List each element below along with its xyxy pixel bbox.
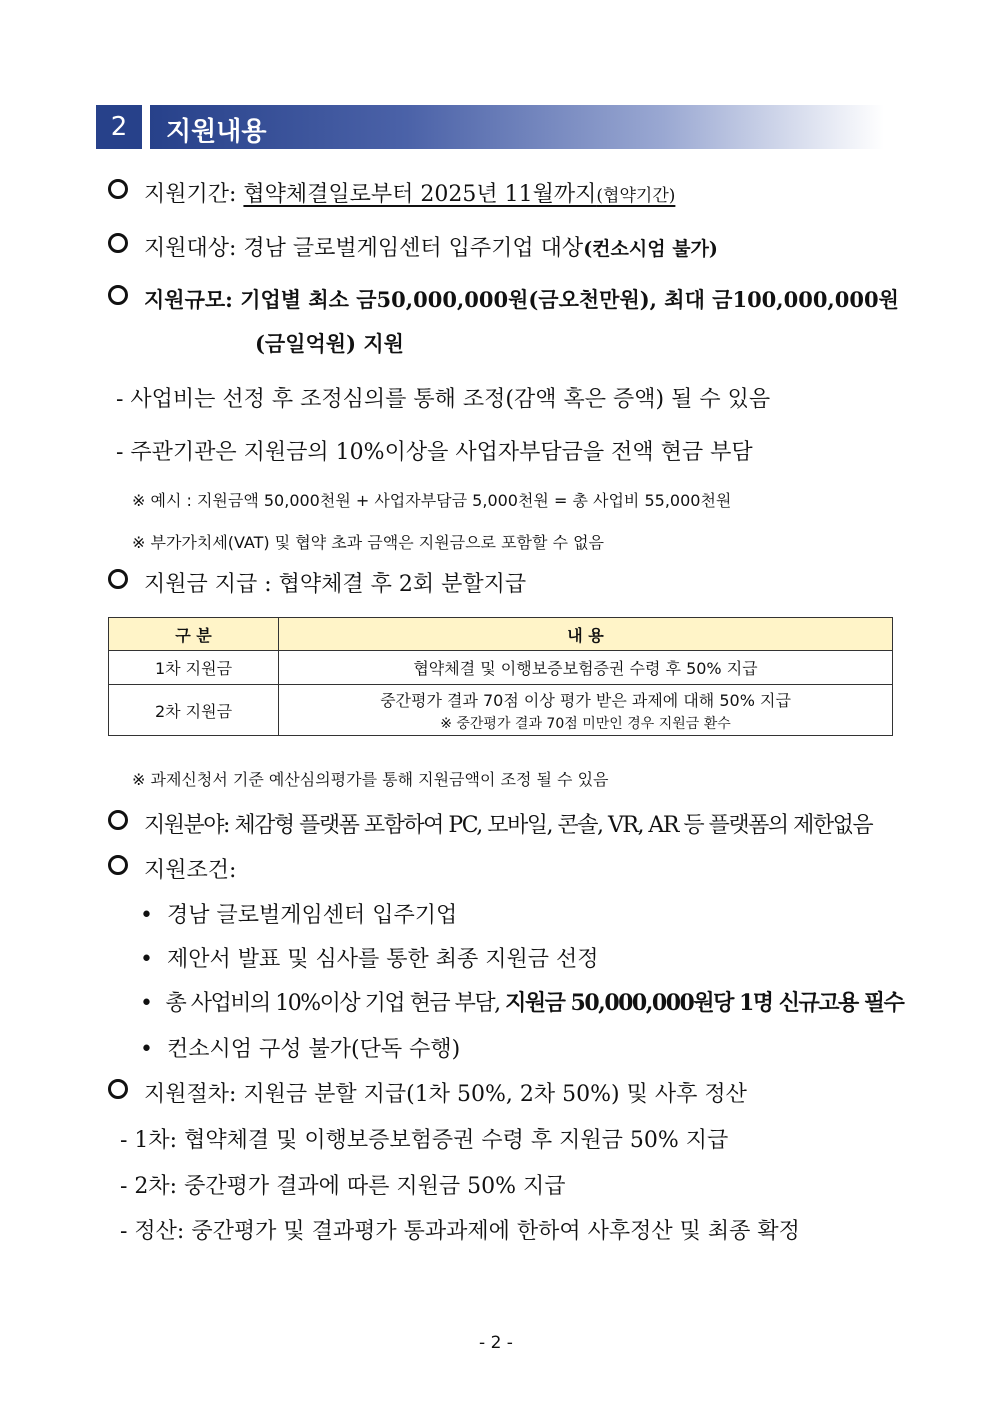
table-cell-category: 2차 지원금 (109, 685, 279, 736)
condition-list-item: • 컨소시엄 구성 불가(단독 수행) (140, 1037, 461, 1062)
procedure-item (108, 1077, 747, 1108)
scale-line2: (금일억원) 지원 (255, 331, 404, 356)
field-value: 체감형 플랫폼 포함하여 PC, 모바일, 콘솔, VR, AR 등 플랫폼의 제한없음 (234, 813, 873, 838)
procedure-step: - 정산: 중간평가 및 결과평가 통과과제에 한하여 사후정산 및 최종 확정 (120, 1219, 800, 1244)
payment-table (108, 617, 893, 736)
procedure-step: - 1차: 협약체결 및 이행보증보험증권 수령 후 지원금 50% 지급 (120, 1128, 729, 1153)
table-cell-content: 협약체결 및 이행보증보험증권 수령 후 50% 지급 (279, 651, 893, 685)
dot-bullet-icon: • (140, 991, 152, 1016)
table-row (109, 685, 893, 736)
procedure-step: - 2차: 중간평가 결과에 따른 지원금 50% 지급 (120, 1174, 566, 1199)
target-note: (컨소시엄 불가) (583, 238, 718, 260)
circle-bullet-icon (108, 569, 128, 589)
procedure-value: 지원금 분할 지급(1차 50%, 2차 50%) 및 사후 정산 (243, 1082, 747, 1107)
table-header-row (109, 618, 893, 651)
table-cell-note: ※ 중간평가 결과 70점 미만인 경우 지원금 환수 (440, 715, 731, 732)
circle-bullet-icon (108, 233, 128, 253)
scale-line1: 기업별 최소 금50,000,000원(금오천만원), 최대 금100,000,000원 (240, 287, 899, 312)
note-example: ※ 예시 : 지원금액 50,000천원 + 사업자부담금 5,000천원 = 총 사업비 55,000천원 (132, 491, 732, 510)
dot-bullet-icon: • (140, 903, 153, 928)
condition-list-item: • 제안서 발표 및 심사를 통한 최종 지원금 선정 (140, 947, 599, 972)
payment-value: 협약체결 후 2회 분할지급 (278, 572, 527, 597)
target-label: 지원대상: (144, 236, 237, 261)
section-number: 2 (96, 105, 142, 149)
payment-label: 지원금 지급 : (144, 572, 272, 597)
table-cell-content-text: 중간평가 결과 70점 이상 평가 받은 과제에 대해 50% 지급 (380, 690, 791, 710)
conditions-label: 지원조건: (144, 858, 237, 883)
section-header (96, 105, 884, 149)
circle-bullet-icon (108, 855, 128, 875)
condition-list-item: • 총 사업비의 10%이상 기업 현금 부담, 지원금 50,000,000원당 1명 신규고용 필수 (140, 990, 904, 1016)
scale-label: 지원규모: (144, 287, 233, 312)
dot-bullet-icon: • (140, 947, 153, 972)
circle-bullet-icon (108, 1079, 128, 1099)
circle-bullet-icon (108, 285, 128, 305)
period-item (108, 177, 675, 208)
target-value: 경남 글로벌게임센터 입주기업 대상 (243, 236, 584, 261)
dash-item-contribution: - 주관기관은 지원금의 10%이상을 사업자부담금을 전액 현금 부담 (116, 440, 753, 465)
table-cell-content (279, 685, 893, 736)
field-label: 지원분야: (144, 813, 229, 838)
table-header-content: 내 용 (279, 618, 893, 651)
section-title: 지원내용 (166, 117, 267, 147)
dash-item-adjustment: - 사업비는 선정 후 조정심의를 통해 조정(감액 혹은 증액) 될 수 있음 (116, 387, 771, 412)
field-item (108, 808, 872, 839)
scale-item (108, 284, 899, 314)
dot-bullet-icon: • (140, 1037, 153, 1062)
table-row (109, 651, 893, 685)
condition-list-item: • 경남 글로벌게임센터 입주기업 (140, 903, 458, 928)
circle-bullet-icon (108, 179, 128, 199)
note-vat: ※ 부가가치세(VAT) 및 협약 초과 금액은 지원금으로 포함할 수 없음 (132, 533, 605, 552)
procedure-label: 지원절차: (144, 1082, 237, 1107)
conditions-item (108, 853, 236, 884)
period-label: 지원기간: (144, 182, 237, 207)
target-item (108, 231, 718, 262)
period-value: 협약체결일로부터 2025년 11월까지(협약기간) (243, 182, 676, 207)
table-cell-category: 1차 지원금 (109, 651, 279, 685)
section-title-bar (150, 105, 884, 149)
table-header-category: 구 분 (109, 618, 279, 651)
note-budget: ※ 과제신청서 기준 예산심의평가를 통해 지원금액이 조정 될 수 있음 (132, 770, 609, 789)
circle-bullet-icon (108, 810, 128, 830)
page-number: - 2 - (479, 1333, 513, 1353)
condition-bold-text: 지원금 50,000,000원당 1명 신규고용 필수 (505, 990, 904, 1016)
payment-item (108, 567, 526, 598)
